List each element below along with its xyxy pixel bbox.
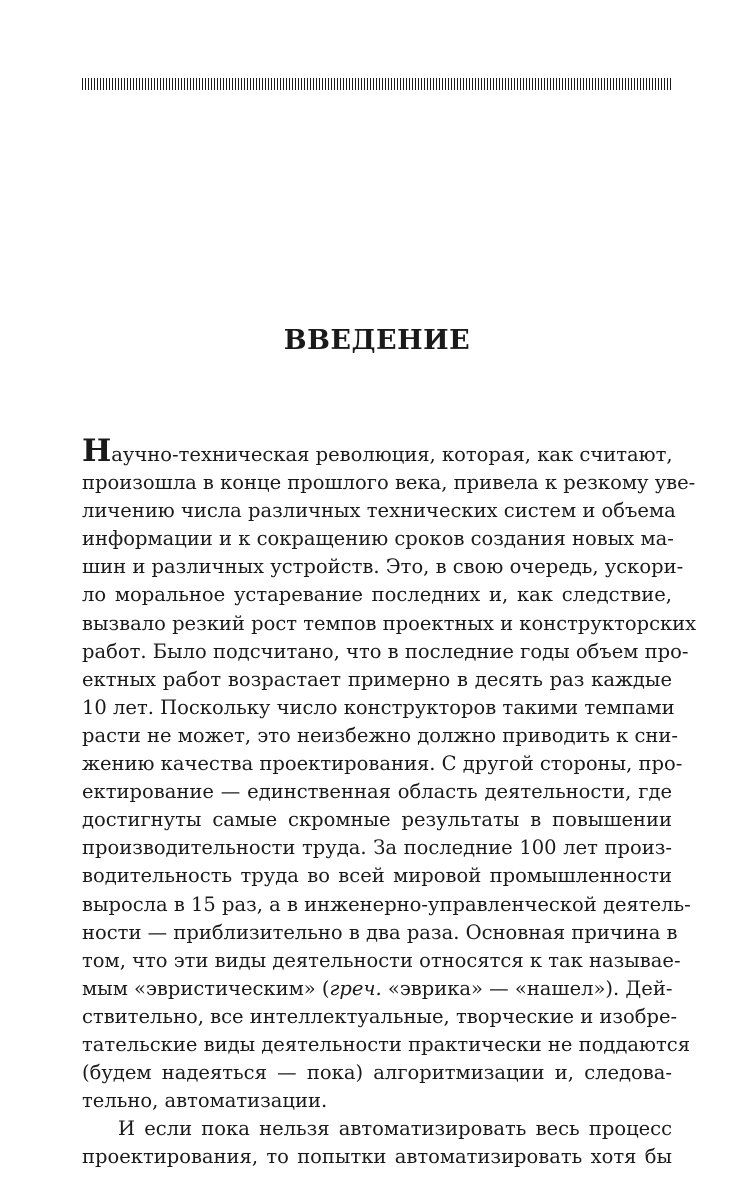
text-line: произошла в конце прошлого века, привела к резкому уве- [82,471,696,495]
text-line: выросла в 15 раз, а в инженерно-управленческой деятель- [82,892,691,916]
text-line: личению числа различных технических систем и объема [82,499,676,523]
text-line: том, что эти виды деятельности относятся к так называе- [82,948,681,972]
text-line: достигнуты самые скромные результаты в повышении [82,808,672,832]
text-line: тательские виды деятельности практически не поддаются [82,1032,691,1056]
text-line: информации и к сокращению сроков создания новых ма- [82,527,674,551]
body-text [82,433,697,1171]
text-line: проектирования, то попытки автоматизировать хотя бы [82,1145,672,1169]
text-line: мым «эвристическим» (греч. «эврика» — «нашел»). Дей- [82,976,673,1000]
italic-term: греч. [329,976,382,1000]
text-line: работ. Было подсчитано, что в последние годы объем про- [82,639,689,663]
chapter-heading: ВВЕДЕНИЕ [283,325,471,356]
text-line: ствительно, все интеллектуальные, творческие и изобре- [82,1004,678,1028]
text-line: 10 лет. Поскольку число конструкторов такими темпами [82,695,675,719]
text-line: ектирование — единственная область деятельности, где [82,780,672,804]
text-line: (будем надеяться — пока) алгоритмизации и, следова- [82,1061,672,1085]
text-line: ло моральное устаревание последних и, как следствие, [82,583,672,607]
text-line: шин и различных устройств. Это, в свою очередь, ускори- [82,555,684,579]
text-line: ности — приблизительно в два раза. Основная причина в [82,920,678,944]
drop-cap: Н [82,433,112,469]
text-line: тельно, автоматизации. [82,1089,328,1113]
text-line: жению качества проектирования. С другой стороны, про- [82,752,683,776]
text-line: расти не может, это неизбежно должно приводить к сни- [82,723,678,747]
text-line: производительности труда. За последние 100 лет произ- [82,836,672,860]
text-line: вызвало резкий рост темпов проектных и конструкторских [82,611,697,635]
text-line: И если пока нельзя автоматизировать весь процесс [118,1117,672,1141]
header-rule [82,78,672,90]
text-line: Научно-техническая революция, которая, как считают, [82,433,673,469]
text-line: ектных работ возрастает примерно в десять раз каждые [82,667,672,691]
text-line: водительность труда во всей мировой промышленности [82,864,672,888]
